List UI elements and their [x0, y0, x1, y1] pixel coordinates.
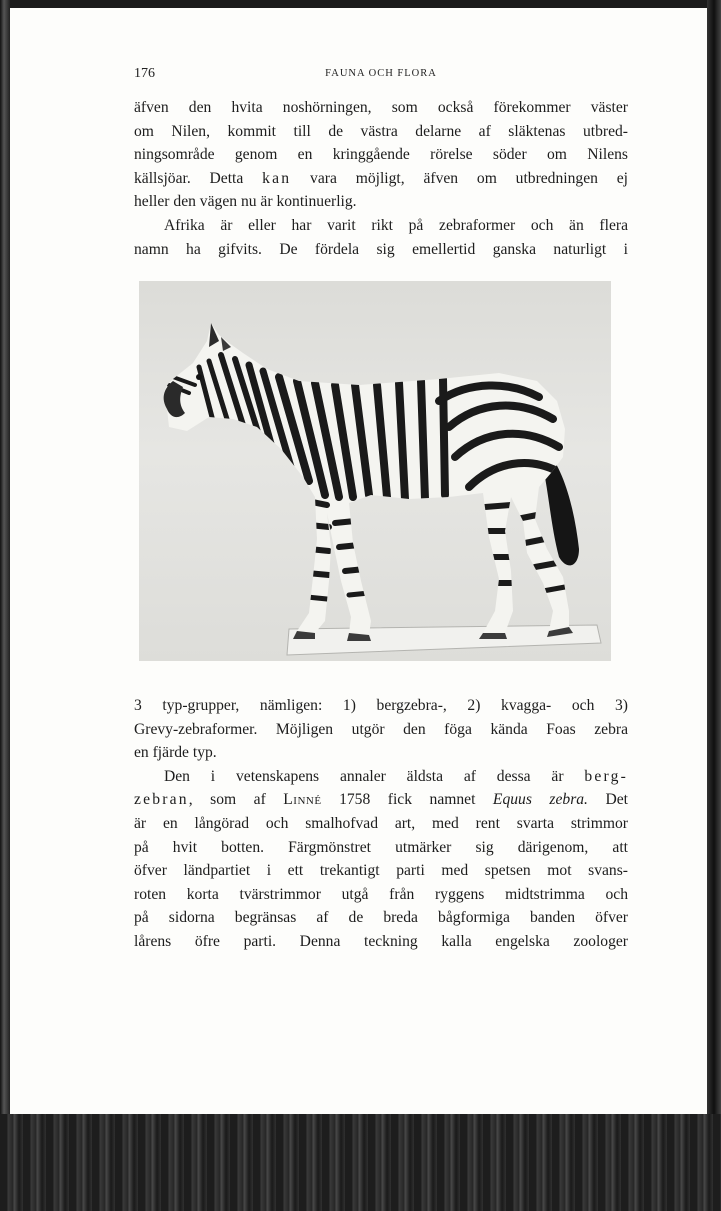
text-line: är en långörad och smalhofvad art, med rent svarta strimmor — [134, 814, 628, 832]
paragraph-top — [134, 96, 628, 261]
scan-border-left — [0, 0, 10, 1211]
text-segment: 1758 fick namnet — [321, 791, 493, 809]
text-line: en fjärde typ. — [134, 744, 217, 762]
spaced-word: kan — [262, 169, 292, 187]
text-line — [134, 765, 628, 789]
text-line: lårens öfre parti. Denna teckning kalla engelska zoologer — [134, 932, 628, 950]
running-title: FAUNA OCH FLORA — [325, 68, 437, 79]
text-segment: källsjöar. Detta — [134, 169, 263, 187]
page-number: 176 — [134, 66, 155, 81]
paragraph-bottom — [134, 694, 628, 954]
text-line: 3 typ-grupper, nämligen: 1) bergzebra-, 2) kvagga- och 3) — [134, 697, 628, 714]
text-line: på hvit botten. Färgmönstret utmärker sig därigenom, att — [134, 838, 628, 856]
text-segment: vara möjligt, äfven om utbredningen ej — [291, 169, 628, 187]
text-segment: , som af — [188, 791, 284, 809]
text-segment: Det — [587, 791, 628, 809]
zebra-figure — [139, 281, 611, 661]
spaced-word: berg- — [584, 767, 628, 785]
text-line — [134, 788, 628, 812]
text-line: ningsområde genom en kringgående rörelse söder om Nilens — [134, 146, 628, 164]
text-line — [134, 167, 628, 191]
text-line: heller den vägen nu är kontinuerlig. — [134, 193, 357, 211]
text-line: om Nilen, kommit till de västra delarne af släktenas utbred- — [134, 122, 628, 140]
text-line: Afrika är eller har varit rikt på zebraformer och än flera — [164, 216, 628, 234]
text-line: öfver ländpartiet i ett trekantigt parti med spetsen mot svans- — [134, 862, 628, 880]
text-line: roten korta tvärstrimmor utgå från ryggens midtstrimma och — [134, 885, 628, 903]
author-name: Linné — [283, 791, 322, 809]
text-line: namn ha gifvits. De fördela sig emellertid ganska naturligt i — [134, 240, 628, 258]
text-line: på sidorna begränsas af de breda bågformiga banden öfver — [134, 909, 628, 927]
scan-border-bottom — [0, 1114, 721, 1211]
spaced-word: zebran — [134, 791, 189, 809]
scan-border-top — [0, 0, 721, 8]
scan-border-right — [707, 0, 721, 1211]
text-segment: Den i vetenskapens annaler äldsta af dessa är — [164, 767, 585, 785]
text-line: Grevy-zebraformer. Möjligen utgör den föga kända Foas zebra — [134, 720, 628, 738]
zebra-photograph — [139, 281, 611, 661]
running-head — [134, 66, 628, 84]
text-line: äfven den hvita noshörningen, som också förekommer väster — [134, 99, 628, 116]
species-name: Equus zebra. — [492, 791, 588, 809]
